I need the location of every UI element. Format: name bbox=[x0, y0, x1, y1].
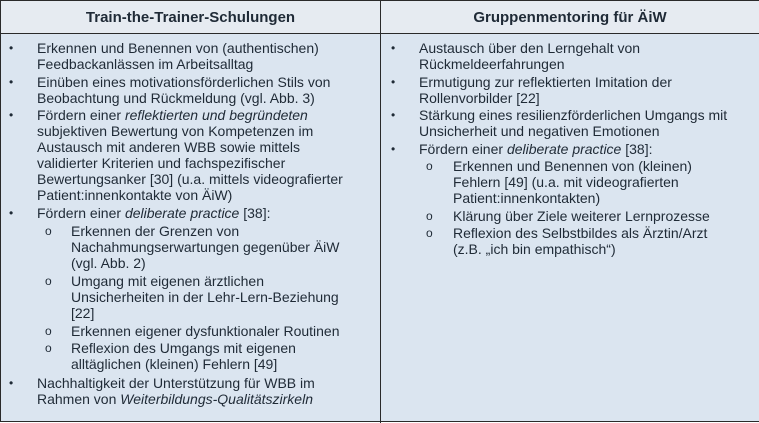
sub-item-line: (z.B. „ich bin empathisch“) bbox=[453, 241, 616, 257]
list-item-line: Feedbackanlässen im Arbeitsalltag bbox=[37, 56, 254, 72]
list-item-line bbox=[419, 141, 652, 157]
text-fragment: Fördern einer bbox=[37, 107, 125, 123]
list-item-line: Austausch mit anderen WBB sowie mittels bbox=[37, 139, 300, 155]
column-train-the-trainer bbox=[1, 34, 380, 421]
list-item-line: Rückmeldeerfahrungen bbox=[419, 56, 565, 72]
list-item-line bbox=[37, 391, 313, 407]
sub-item-line: Patient:innenkontakten) bbox=[453, 190, 601, 206]
sub-item-line: Fehlern [49] (u.a. mit videografierten bbox=[453, 174, 679, 190]
list-item-line: Bewertungsanker [30] (u.a. mittels videografierter bbox=[37, 171, 343, 187]
sub-item-line: (vgl. Abb. 2) bbox=[71, 255, 146, 271]
list-item-line: Unsicherheit und negativen Emotionen bbox=[419, 123, 660, 139]
bullet-icon: • bbox=[391, 75, 396, 89]
bullet-icon: • bbox=[391, 41, 396, 55]
bullet-icon: • bbox=[9, 75, 14, 89]
list-item-line: Patient:innenkontakte von ÄiW) bbox=[37, 187, 233, 203]
sub-item-line: [22] bbox=[71, 305, 95, 321]
sub-item-line: Umgang mit eigenen ärztlichen bbox=[71, 273, 264, 289]
sub-bullet-icon: o bbox=[45, 341, 52, 355]
sub-bullet-icon: o bbox=[45, 274, 52, 288]
sub-item-line: alltäglichen (kleinen) Fehlern [49] bbox=[71, 356, 278, 372]
sub-bullet-icon: o bbox=[426, 209, 433, 223]
sub-bullet-icon: o bbox=[45, 224, 52, 238]
list-item-line: Nachhaltigkeit der Unterstützung für WBB im bbox=[37, 375, 315, 391]
list-item-line: subjektiven Bewertung von Kompetenzen im bbox=[37, 123, 314, 139]
sub-item-line: Erkennen eigener dysfunktionaler Routinen bbox=[71, 323, 340, 339]
list-item-line bbox=[37, 205, 270, 221]
sub-item-line: Nachahmungserwartungen gegenüber ÄiW bbox=[71, 239, 340, 255]
emphasis-text: deliberate practice bbox=[506, 141, 622, 157]
emphasis-text: deliberate practice bbox=[124, 205, 240, 221]
list-item-line: Ermutigung zur reflektierten Imitation der bbox=[419, 74, 672, 90]
text-fragment: [38]: bbox=[239, 205, 271, 221]
sub-bullet-icon: o bbox=[426, 226, 433, 240]
bullet-icon: • bbox=[391, 142, 396, 156]
sub-item-line: Klärung über Ziele weiterer Lernprozesse bbox=[453, 208, 710, 224]
column-gruppenmentoring bbox=[381, 34, 759, 421]
text-fragment: Fördern einer bbox=[419, 141, 507, 157]
header-gruppenmentoring: Gruppenmentoring für ÄiW bbox=[381, 1, 759, 34]
emphasis-text: Weiterbildungs-Qualitätszirkeln bbox=[120, 391, 313, 407]
emphasis-text: reflektierten und begründeten bbox=[124, 107, 308, 123]
sub-item-line: Reflexion des Umgangs mit eigenen bbox=[71, 340, 296, 356]
header-train-the-trainer: Train-the-Trainer-Schulungen bbox=[1, 1, 380, 34]
sub-item-line: Erkennen und Benennen von (kleinen) bbox=[453, 158, 692, 174]
bullet-icon: • bbox=[9, 108, 14, 122]
list-item-line: Stärkung eines resilienzförderlichen Umgangs mit bbox=[419, 107, 728, 123]
list-item-line: Austausch über den Lerngehalt von bbox=[419, 40, 641, 56]
list-item-line: validierter Kriterien und fachspezifischer bbox=[37, 155, 286, 171]
sub-item-line: Erkennen der Grenzen von bbox=[71, 223, 240, 239]
bullet-icon: • bbox=[9, 206, 14, 220]
list-item-line bbox=[37, 107, 308, 123]
text-fragment: [38]: bbox=[621, 141, 653, 157]
sub-item-line: Reflexion des Selbstbildes als Ärztin/Arzt bbox=[453, 225, 708, 241]
list-item-line: Rollenvorbilder [22] bbox=[419, 90, 540, 106]
bullet-icon: • bbox=[9, 41, 14, 55]
list-item-line: Einüben eines motivationsförderlichen Stils von bbox=[37, 74, 331, 90]
sub-item-line: Unsicherheiten in der Lehr-Lern-Beziehung bbox=[71, 289, 339, 305]
bullet-icon: • bbox=[391, 108, 396, 122]
text-fragment: Rahmen von bbox=[37, 391, 121, 407]
bullet-icon: • bbox=[9, 376, 14, 390]
sub-bullet-icon: o bbox=[426, 159, 433, 173]
sub-bullet-icon: o bbox=[45, 324, 52, 338]
text-fragment: Fördern einer bbox=[37, 205, 125, 221]
list-item-line: Beobachtung und Rückmeldung (vgl. Abb. 3) bbox=[37, 90, 315, 106]
list-item-line: Erkennen und Benennen von (authentischen) bbox=[37, 40, 319, 56]
